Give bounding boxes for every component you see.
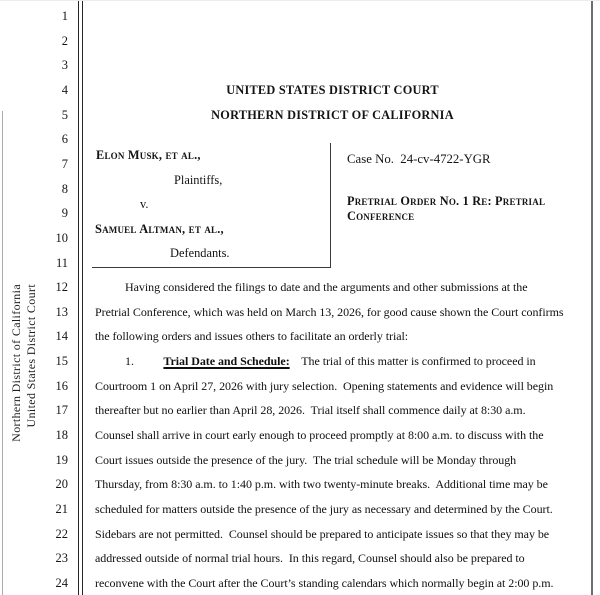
body-text-segment: Courtroom 1 on April 27, 2026 with jury selection. Opening statements and evidence will begin [95, 378, 554, 393]
order-title: Pretrial Order No. 1 Re: Pretrial Conference [347, 194, 546, 223]
line-number: 13 [55, 304, 68, 319]
body-line-15 [95, 353, 536, 370]
body-text-segment: 1. [125, 354, 164, 369]
body-line-18 [95, 427, 544, 444]
section-heading: Trial Date and Schedule: [163, 354, 290, 369]
line-number: 3 [61, 58, 68, 73]
body-text-segment: the following orders and issues others to facilitate an orderly trial: [95, 329, 409, 344]
line-number: 7 [61, 156, 68, 171]
body-line-21 [95, 501, 553, 518]
body-line-19 [95, 452, 516, 469]
stamp-court-line: United States District Court [24, 284, 38, 428]
line-number: 20 [55, 477, 68, 492]
body-line-16 [95, 378, 553, 395]
body-line-23 [95, 550, 525, 567]
defendant-name: Samuel Altman, et al., [95, 222, 224, 236]
body-text-segment: The trial of this matter is confirmed to proceed in [289, 354, 536, 369]
body-text-segment: scheduled for matters outside the presence of the jury as necessary and determined by the Court. [95, 502, 553, 517]
body-line-14 [95, 328, 408, 345]
case-number: Case No. 24-cv-4722-YGR [347, 152, 491, 166]
body-line-20 [95, 476, 548, 493]
line-number: 1 [61, 9, 68, 23]
line-number: 8 [61, 181, 68, 196]
line-number: 22 [55, 526, 68, 541]
line-number: 14 [55, 329, 68, 344]
line-number: 16 [55, 378, 68, 393]
body-text-segment: Pretrial Conference, which was held on March 13, 2026, for good cause shown the Court confirms [95, 304, 564, 319]
line-number: 12 [55, 280, 68, 295]
body-text-segment: addressed outside of normal trial hours. In this regard, Counsel should also be prepared to [95, 551, 525, 566]
line-number: 6 [61, 132, 68, 147]
body-line-22 [95, 526, 549, 543]
line-number: 4 [61, 82, 68, 97]
plaintiff-label: Plaintiffs, [174, 173, 223, 187]
line-number: 18 [55, 428, 68, 443]
line-number: 21 [55, 502, 68, 517]
line-number: 19 [55, 452, 68, 467]
body-line-24 [95, 575, 553, 592]
body-text-segment: reconvene with the Court after the Court’s standing calendars which normally begin at 2:00 p.m. [95, 575, 554, 590]
stamp-district-line: Northern District of California [9, 284, 23, 442]
body-text-segment: Court issues outside the presence of the jury. The trial schedule will be Monday through [95, 452, 517, 467]
body-text-segment: Thursday, from 8:30 a.m. to 1:40 p.m. with two twenty-minute breaks. Additional time may be [95, 477, 548, 492]
line-number: 10 [55, 230, 68, 245]
body-text-segment: Having considered the filings to date and the arguments and other submissions at the [125, 280, 528, 295]
body-line-17 [95, 402, 526, 419]
plaintiff-name: Elon Musk, et al., [96, 148, 201, 162]
body-text-segment: Sidebars are not permitted. Counsel should be prepared to anticipate issues so that they may be [95, 526, 550, 541]
body-text-segment: thereafter but no earlier than April 28, 2026. Trial itself shall commence daily at 8:30 a.m. [95, 403, 526, 418]
line-number: 11 [55, 255, 68, 270]
defendant-label: Defendants. [170, 246, 230, 260]
body-line-13 [95, 304, 564, 321]
line-number: 9 [61, 206, 68, 221]
line-number: 5 [61, 107, 68, 122]
district-title: NORTHERN DISTRICT OF CALIFORNIA [211, 107, 454, 122]
court-title: UNITED STATES DISTRICT COURT [226, 83, 439, 97]
line-number: 17 [55, 403, 68, 418]
body-text-segment: Counsel shall arrive in court early enough to proceed promptly at 8:00 a.m. to discuss with the [95, 428, 544, 443]
line-number: 15 [55, 354, 68, 369]
versus-marker: v. [140, 197, 149, 211]
body-line-12 [95, 279, 528, 296]
line-number: 24 [55, 575, 68, 590]
body-text [0, 1, 600, 595]
line-number: 23 [55, 551, 68, 566]
line-number: 2 [61, 33, 68, 48]
